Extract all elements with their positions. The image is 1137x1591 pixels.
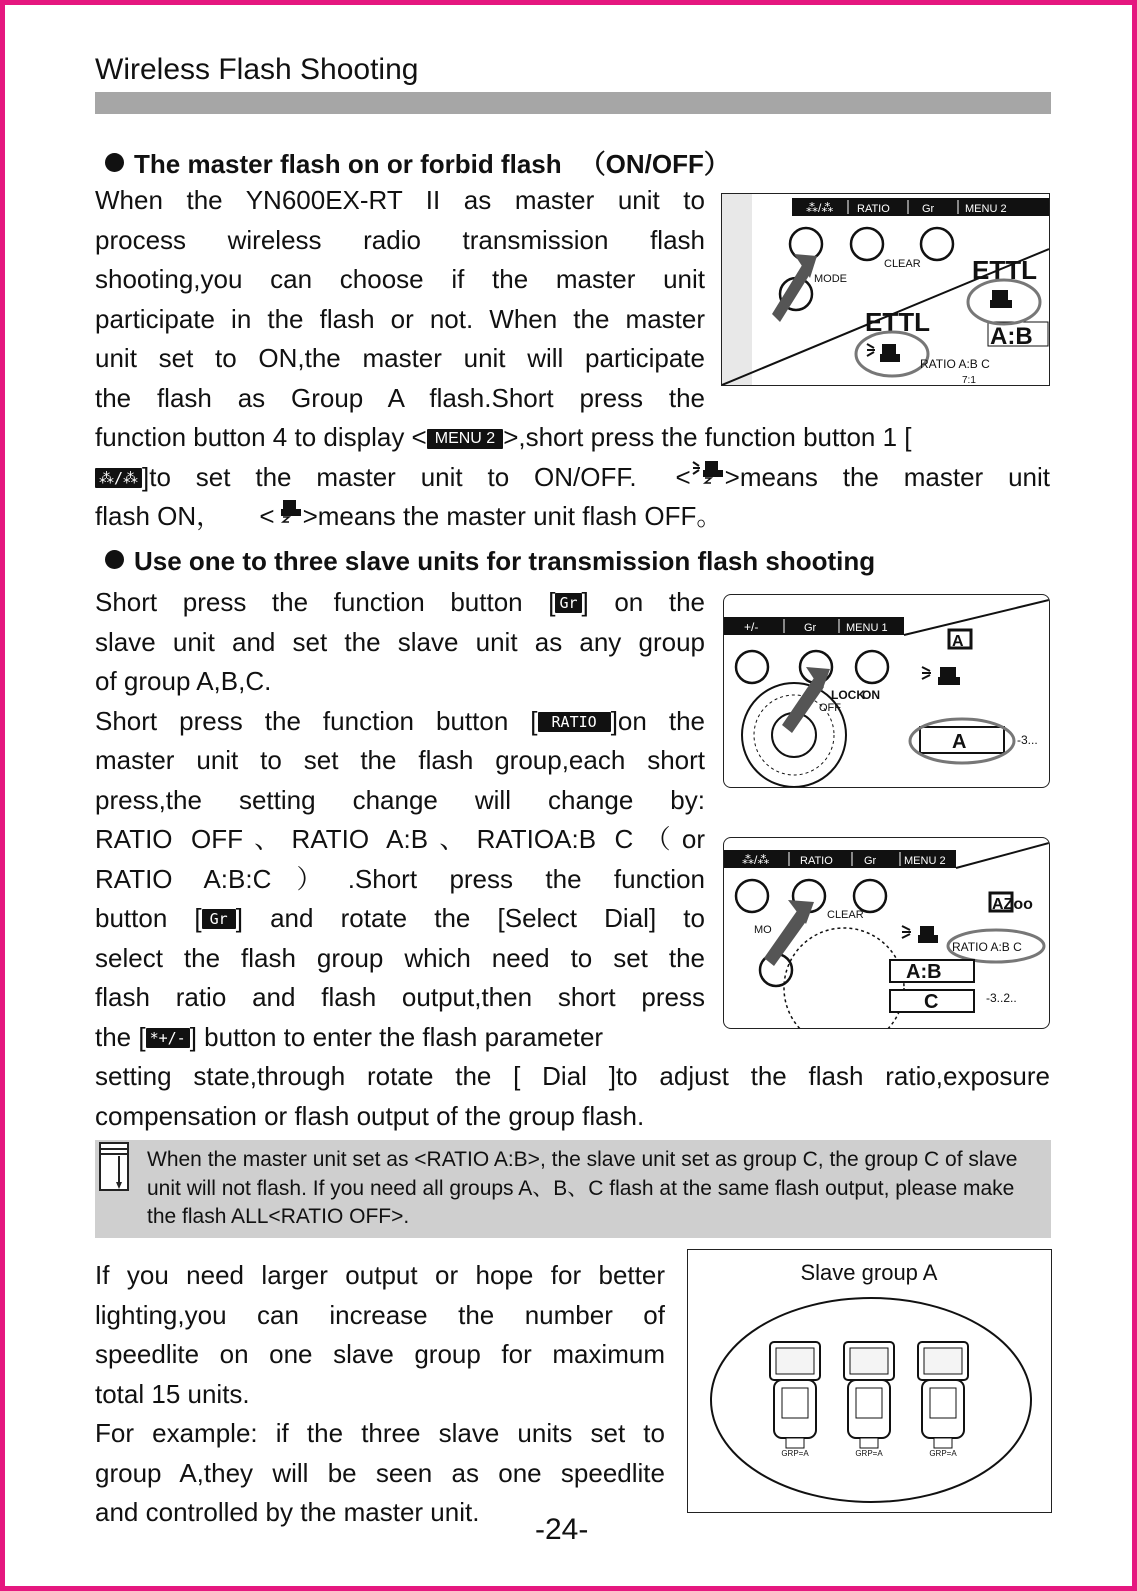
gr-chip: Gr bbox=[555, 593, 581, 613]
fig1-button-2 bbox=[851, 228, 883, 260]
fig3-zoom: AZoo bbox=[992, 896, 1033, 913]
fig1-tab-1: RATIO bbox=[857, 203, 890, 215]
fig3-value: -3..2.. bbox=[986, 991, 1017, 1005]
section1-paragraph: When the YN600EX-RT II as master unit to process wireless radio transmission flash shooting,you can choose if the master unit participate in the flash or not. When the master unit set to ON,the master unit will participate the flash as Group A flash.Short press the bbox=[95, 185, 705, 413]
fig2-tab-1: Gr bbox=[804, 622, 817, 634]
fig3-tab-0: ⁂/⁂ bbox=[742, 853, 770, 867]
fig3-dial bbox=[784, 928, 904, 1028]
fig2-tab-2: MENU 1 bbox=[846, 622, 888, 634]
fig1-lcd-value: 7:1 bbox=[962, 375, 976, 385]
fig1-ettl-right: ETTL bbox=[972, 255, 1037, 285]
fig3-mode-label: MO bbox=[754, 924, 772, 936]
fig1-tab-0: ⁂/⁂ bbox=[806, 201, 834, 215]
section2-paragraph-cont: setting state,through rotate the [ Dial ]to adjust the flash ratio,exposure compensation or flash output of the group flash. bbox=[95, 1061, 1050, 1131]
plus-minus-chip: *+/- bbox=[146, 1028, 190, 1048]
master-toggle-chip: ⁂/⁂ bbox=[95, 468, 142, 488]
fig3-tab-2: Gr bbox=[864, 855, 877, 867]
gr-chip: Gr bbox=[202, 909, 236, 929]
note-icon bbox=[99, 1142, 129, 1192]
fig4-speedlite-1 bbox=[770, 1342, 820, 1458]
menu2-chip: MENU 2 bbox=[427, 429, 503, 449]
ratio-chip: RATIO bbox=[538, 712, 611, 732]
page-number: -24- bbox=[535, 1513, 589, 1546]
fig2-value: -3... bbox=[1017, 733, 1038, 747]
bullet-icon bbox=[105, 153, 124, 172]
fig2-off: OFF bbox=[819, 702, 841, 714]
section2-paragraph: Short press the function button [ Gr ] on the slave unit and set the slave unit as any group of group A,B,C. Short press the function button [ RATIO ]on the master unit to set the flash group,each short press,the setting change will change by: RATIO OFF、RATIO A:B、RATIOA:B C（or RATIO A:B:C）.Short press the function button [ Gr ] and rotate the [Select Dial] to select the flash group which need to set the flash ratio and flash output,then short press the [ *+/- ] button to enter the flash parameter bbox=[95, 587, 705, 1052]
note-text: When the master unit set as <RATIO A:B>, the slave unit set as group C, the group C of slave unit will not flash. If you need all groups A、B、C flash at the same flash output, please make the flash ALL<RATIO OFF>. bbox=[147, 1148, 1018, 1228]
fig3-master-icon bbox=[920, 926, 934, 936]
fig2-lock: LOCK bbox=[831, 688, 865, 702]
bullet-icon bbox=[105, 550, 124, 569]
fig3-tab-3: MENU 2 bbox=[904, 855, 946, 867]
fig3-group-ab: A:B bbox=[906, 961, 942, 983]
fig1-group: A:B bbox=[990, 323, 1033, 350]
fig1-tab-bar bbox=[792, 198, 1049, 216]
fig2-button-1 bbox=[736, 651, 768, 683]
section1-paragraph-cont: function button 4 to display < MENU 2 >,short press the function button 1 [ ⁂/⁂ ]to set the master unit to ON/OFF. < >means the master unit flash ON， < >means the master unit flash OFF。 bbox=[95, 418, 1050, 537]
fig1-button-3 bbox=[921, 228, 953, 260]
fig3-button-3 bbox=[854, 880, 886, 912]
figure-master-on-off bbox=[721, 193, 1050, 386]
fig3-group-c: C bbox=[924, 991, 939, 1013]
section-title: Wireless Flash Shooting bbox=[95, 53, 419, 86]
figure-slave-group bbox=[723, 594, 1050, 788]
fig2-group: A bbox=[952, 731, 967, 753]
note-box bbox=[95, 1140, 1051, 1238]
fig4-label-3: GRP=A bbox=[929, 1449, 957, 1458]
section2-heading: Use one to three slave units for transmission flash shooting bbox=[105, 546, 875, 577]
fig1-mode-label: MODE bbox=[814, 273, 847, 285]
fig1-ratio: RATIO A:B C bbox=[920, 357, 990, 371]
fig1-ettl-left: ETTL bbox=[865, 307, 930, 337]
master-flash-on-icon bbox=[691, 459, 725, 498]
fig4-label-1: GRP=A bbox=[781, 1449, 809, 1458]
fig2-tab-0: +/- bbox=[744, 620, 759, 634]
fig4-speedlite-2 bbox=[844, 1342, 894, 1458]
section3-paragraph: If you need larger output or hope for better lighting,you can increase the number of speedlite on one slave group for maximum total 15 units. For example: if the three slave units set to group A,they will be seen as one speedlite and controlled by the master unit. bbox=[95, 1260, 665, 1527]
title-bar bbox=[95, 92, 1051, 114]
fig4-label-2: GRP=A bbox=[855, 1449, 883, 1458]
fig2-on: ON bbox=[862, 688, 880, 702]
fig1-tab-3: MENU 2 bbox=[965, 203, 1007, 215]
fig4-title: Slave group A bbox=[800, 1260, 938, 1285]
master-flash-off-icon bbox=[275, 498, 303, 537]
fig4-speedlite-3 bbox=[918, 1342, 968, 1458]
fig3-clear-label: CLEAR bbox=[827, 909, 864, 921]
fig3-ratio: RATIO A:B C bbox=[952, 940, 1022, 954]
section1-heading: The master flash on or forbid flash （ON/OFF） bbox=[105, 144, 730, 181]
figure-ratio-setting bbox=[723, 837, 1050, 1029]
fig1-arrow-icon bbox=[772, 262, 810, 322]
fig3-tab-1: RATIO bbox=[800, 855, 833, 867]
fig2-button-3 bbox=[856, 651, 888, 683]
fig1-tab-2: Gr bbox=[922, 203, 935, 215]
fig1-clear-label: CLEAR bbox=[884, 258, 921, 270]
fig3-button-1 bbox=[736, 880, 768, 912]
figure-slave-group-a bbox=[687, 1249, 1052, 1513]
fig2-zoom: A bbox=[952, 633, 964, 650]
